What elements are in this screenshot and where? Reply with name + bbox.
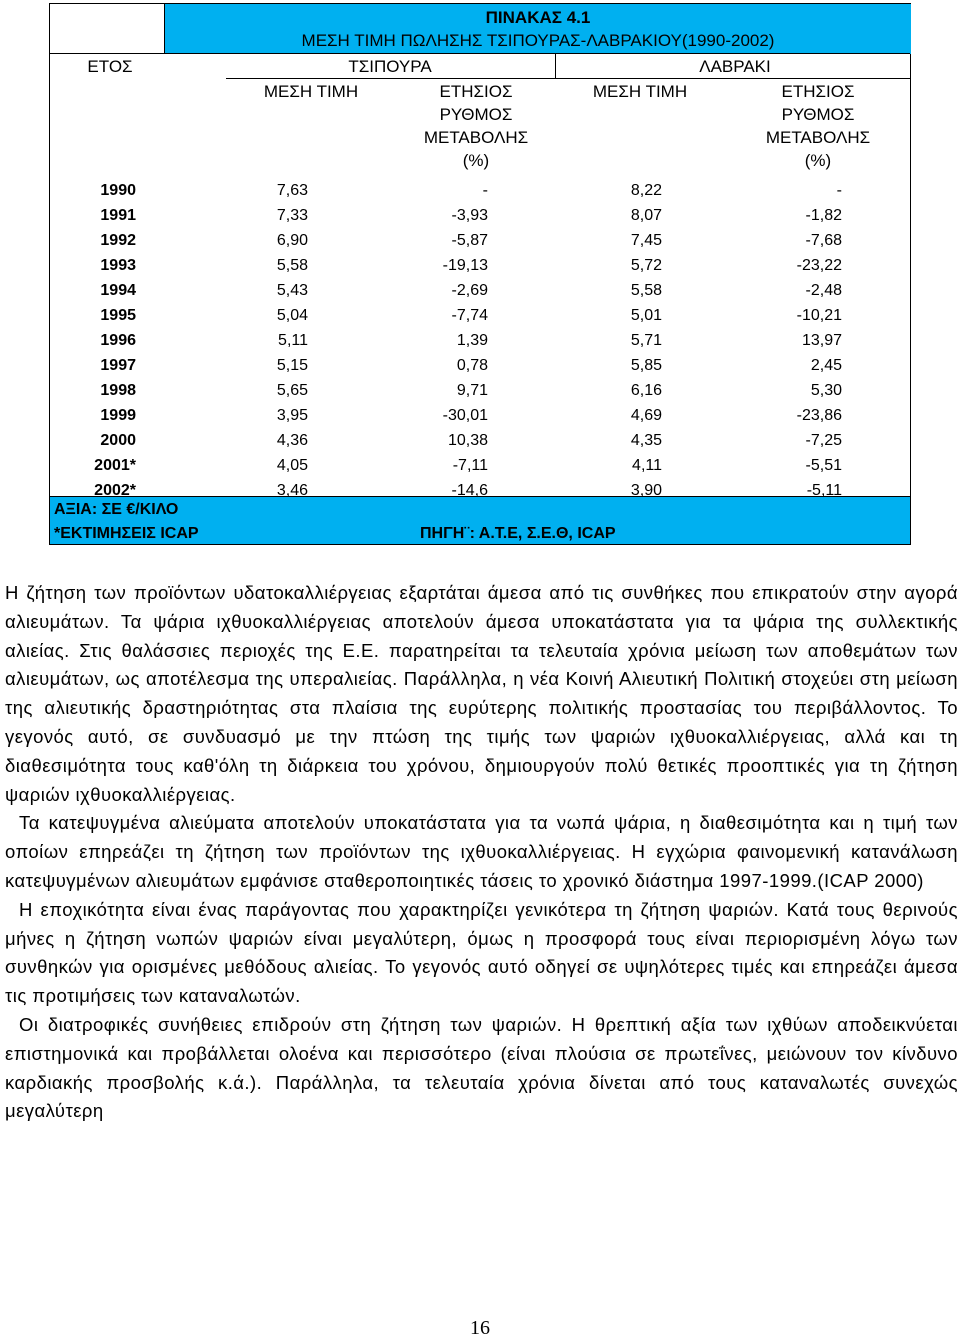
cell-tsipoura-price: 5,43 [276,282,308,299]
table-row [50,403,910,428]
table-row [50,478,910,503]
grid-line [555,53,556,79]
cell-lavraki-rate: 5,30 [810,382,842,399]
cell-tsipoura-price: 6,90 [276,232,308,249]
cell-tsipoura-price: 7,63 [276,182,308,199]
cell-lavraki-rate: - [836,182,842,199]
paragraph: Τα κατεψυγμένα αλιεύματα αποτελούν υποκατάστατα για τα νωπά ψάρια, η διαθεσιμότητα και η τιμή των οποίων επηρεάζει τη ζήτηση των προϊόντων της ιχθυοκαλλιέργειας. Η εγχώρια φαινομενική κατανάλωση κατεψυγμένων αλιευμάτων εμφάνισε σταθεροποιητικές τάσεις το χρονικό διάστημα 1997-1999.(ICAP 2000) [5,812,958,891]
table-row [50,178,910,203]
cell-tsipoura-rate: 1,39 [456,332,488,349]
header-tsipoura: ΤΣΙΠΟΥΡΑ [348,57,432,76]
table-row [50,278,910,303]
cell-tsipoura-price: 5,15 [276,357,308,374]
cell-tsipoura-price: 4,05 [276,457,308,474]
table-row [50,453,910,478]
cell-year: 2002* [94,482,136,499]
cell-year: 1996 [100,332,136,349]
cell-lavraki-price: 4,35 [630,432,662,449]
cell-year: 1991 [100,207,136,224]
cell-tsipoura-price: 5,11 [278,332,308,349]
cell-year: 1997 [100,357,136,374]
cell-lavraki-rate: -10,21 [796,307,842,324]
cell-lavraki-price: 5,72 [630,257,662,274]
cell-year: 1992 [100,232,136,249]
cell-tsipoura-rate: -19,13 [442,257,488,274]
cell-lavraki-rate: -1,82 [805,207,842,224]
cell-tsipoura-price: 5,58 [276,257,308,274]
page-number: 16 [470,1317,490,1339]
footer-estimates: *ΕΚΤΙΜΗΣΕΙΣ ICAP [54,525,199,542]
paragraph: Οι διατροφικές συνήθειες επιδρούν στη ζήτηση των ψαριών. Η θρεπτική αξία των ιχθύων αποδεικνύεται επιστημονικά και προβάλλεται ολοένα και περισσότερο (είναι πλούσια σε πρωτεΐνες, μειώνουν τον κίνδυνο καρδιακής προσβολής κ.ά.). Παράλληλα, τα τελευταία χρόνια δίνεται από τους καταναλωτές συνεχώς μεγαλύτερη [5,1013,958,1122]
cell-year: 2001* [94,457,136,474]
cell-tsipoura-rate: -5,87 [451,232,488,249]
cell-tsipoura-rate: 0,78 [456,357,488,374]
footer-source: ΠΗΓΗ¨: Α.Τ.Ε, Σ.Ε.Θ, ICAP [420,525,616,542]
cell-lavraki-price: 4,11 [632,457,662,474]
cell-lavraki-price: 5,58 [630,282,662,299]
grid-line [50,53,910,54]
footer-value-unit: ΑΞΙΑ: ΣΕ €/ΚΙΛΟ [54,501,179,518]
cell-lavraki-rate: -2,48 [805,282,842,299]
cell-lavraki-rate: -7,25 [805,432,842,449]
table-row [50,303,910,328]
cell-tsipoura-price: 3,95 [276,407,308,424]
header-tsipoura-rate: ΕΤΗΣΙΟΣ ΡΥΘΜΟΣ ΜΕΤΑΒΟΛΗΣ (%) [423,82,529,170]
table-row [50,378,910,403]
grid-line [226,78,910,79]
cell-lavraki-price: 3,90 [630,482,662,499]
cell-lavraki-price: 6,16 [630,382,662,399]
cell-tsipoura-rate: - [482,182,488,199]
header-year: ΕΤΟΣ [87,57,133,76]
cell-lavraki-rate: 13,97 [801,332,842,349]
paragraph: Η ζήτηση των προϊόντων υδατοκαλλιέργειας εξαρτάται άμεσα από τις συνθήκες που επικρατούν στην αγορά αλιευμάτων. Τα ψάρια ιχθυοκαλλιέργειας αποτελούν άμεσα υποκατάστατα για τα ψάρια της συλλεκτικής αλιείας. Στις θαλάσσιες περιοχές της Ε.Ε. παρατηρείται τα τελευταία χρόνια μείωση των αποθεμάτων των αλιευμάτων, ως αποτέλεσμα της υπεραλιείας. Παράλληλα, η νέα Κοινή Αλιευτική Πολιτική στοχεύει στη μείωση της αλιευτικής δραστηριότητας στα πλαίσια της ευρύτερης πολιτικής προστασίας του περιβάλλοντος. Το γεγονός αυτό, σε συνδυασμό με την πτώση της τιμής των ψαριών ιχθυοκαλλιέργειας, αλλά και τη διαθεσιμότητα τους καθ'όλη τη διάρκεια του χρόνου, δημιουργούν πολύ θετικές προοπτικές για τη ζήτηση ψαριών ιχθυοκαλλιέργειας. [5,582,958,805]
cell-tsipoura-rate: -3,93 [451,207,488,224]
header-lavraki: ΛΑΒΡΑΚΙ [699,57,771,76]
cell-lavraki-price: 8,22 [630,182,662,199]
cell-lavraki-rate: -5,11 [806,482,842,499]
table-row [50,253,910,278]
table-row [50,203,910,228]
header-lavraki-price: ΜΕΣΗ ΤΙΜΗ [592,82,688,101]
cell-lavraki-rate: 2,45 [810,357,842,374]
cell-lavraki-price: 5,71 [630,332,662,349]
table-row [50,428,910,453]
cell-tsipoura-rate: -30,01 [442,407,488,424]
cell-lavraki-price: 7,45 [630,232,662,249]
cell-tsipoura-price: 7,33 [276,207,308,224]
cell-year: 1995 [100,307,136,324]
cell-year: 2000 [100,432,136,449]
header-tsipoura-price: ΜΕΣΗ ΤΙΜΗ [263,82,359,101]
header-lavraki-rate: ΕΤΗΣΙΟΣ ΡΥΘΜΟΣ ΜΕΤΑΒΟΛΗΣ (%) [765,82,871,170]
cell-tsipoura-rate: 9,71 [456,382,488,399]
table-subtitle: ΜΕΣΗ ΤΙΜΗ ΠΩΛΗΣΗΣ ΤΣΙΠΟΥΡΑΣ-ΛΑΒΡΑΚΙΟΥ(1990-2002) [301,31,775,50]
table-row [50,353,910,378]
paragraph: Η εποχικότητα είναι ένας παράγοντας που χαρακτηρίζει γενικότερα τη ζήτηση ψαριών. Κατά τους θερινούς μήνες η ζήτηση νωπών ψαριών είναι μεγαλύτερη, όμως η προσφορά τους είναι περιορισμένη λόγω των συνθηκών για ορισμένες μεθόδους αλιείας. Το γεγονός αυτό οδηγεί σε υψηλότερες τιμές και επηρεάζει άμεσα τις προτιμήσεις των καταναλωτών. [5,898,958,1007]
cell-tsipoura-price: 5,04 [276,307,308,324]
cell-tsipoura-rate: -2,69 [451,282,488,299]
cell-year: 1993 [100,257,136,274]
cell-year: 1998 [100,382,136,399]
cell-tsipoura-rate: -7,11 [452,457,488,474]
cell-tsipoura-rate: 10,38 [447,432,488,449]
cell-year: 1999 [100,407,136,424]
cell-lavraki-rate: -7,68 [805,232,842,249]
cell-tsipoura-price: 5,65 [276,382,308,399]
cell-tsipoura-rate: -14,6 [451,482,488,499]
cell-tsipoura-rate: -7,74 [451,307,488,324]
cell-lavraki-price: 8,07 [630,207,662,224]
cell-tsipoura-price: 3,46 [276,482,308,499]
price-table [49,3,911,545]
table-row [50,328,910,353]
cell-tsipoura-price: 4,36 [276,432,308,449]
cell-lavraki-price: 5,85 [630,357,662,374]
table-title: ΠΙΝΑΚΑΣ 4.1 [485,8,591,27]
cell-lavraki-price: 5,01 [630,307,662,324]
table-row [50,228,910,253]
cell-lavraki-rate: -23,86 [796,407,842,424]
cell-lavraki-price: 4,69 [630,407,662,424]
cell-year: 1990 [100,182,136,199]
cell-year: 1994 [100,282,136,299]
cell-lavraki-rate: -5,51 [805,457,842,474]
cell-lavraki-rate: -23,22 [796,257,842,274]
body-text [5,579,958,1126]
